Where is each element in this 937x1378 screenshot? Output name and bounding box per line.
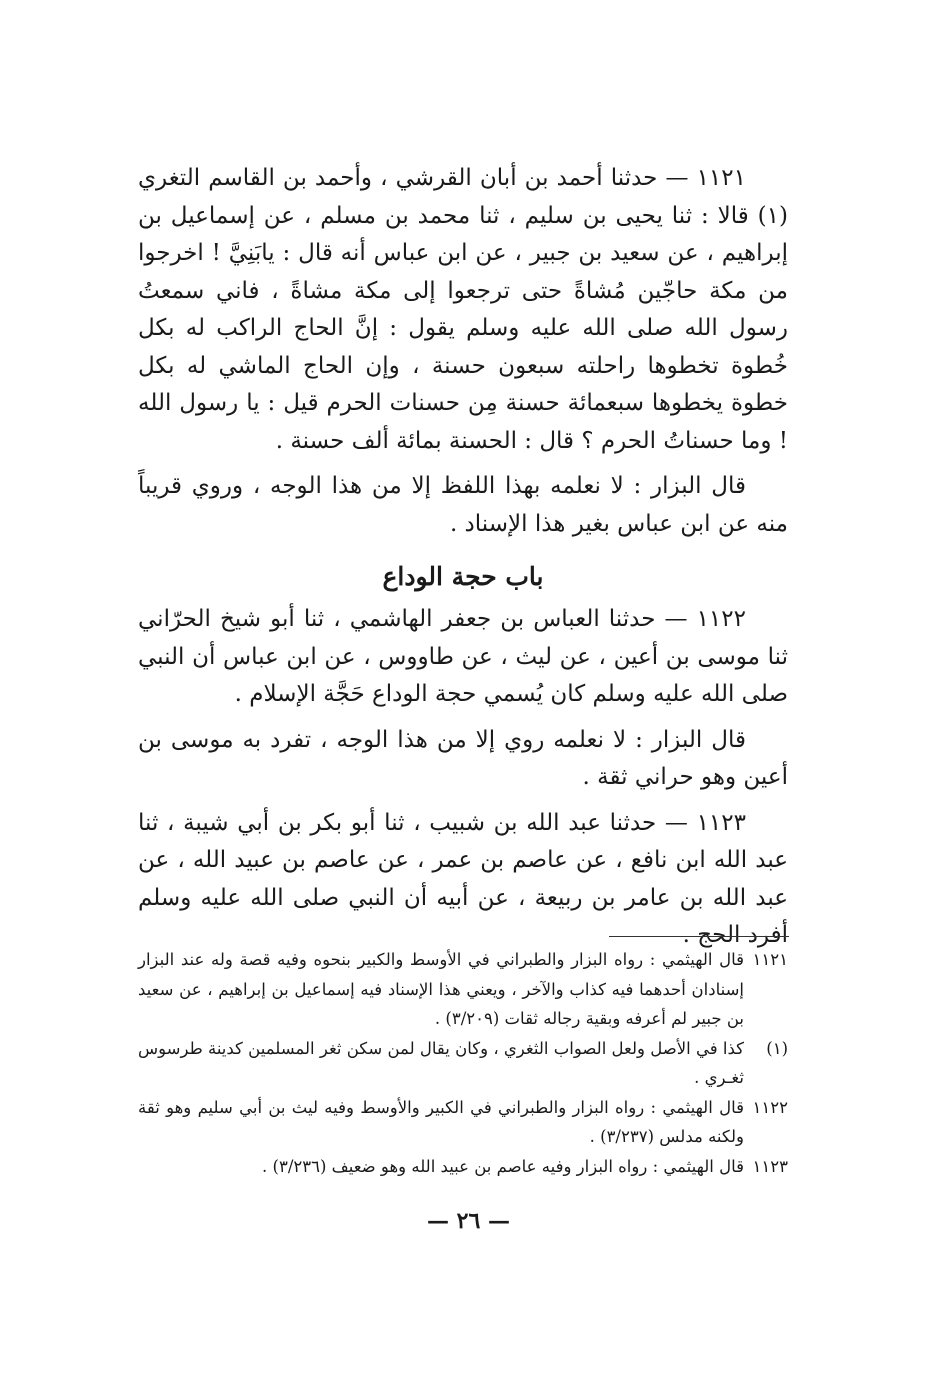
footnote-number: ١١٢٣ — [752, 1156, 788, 1176]
footnote-1123 — [138, 1152, 788, 1182]
footnote-1122 — [138, 1093, 788, 1152]
footnote-1121 — [138, 945, 788, 1034]
main-text — [138, 160, 788, 955]
footnote-divider — [609, 936, 789, 937]
footnote-text: قال الهيثمي : رواه البزار وفيه عاصم بن عبيد الله وهو ضعيف (٣/٢٣٦) . — [262, 1156, 744, 1176]
footnote-number: ١١٢١ — [752, 950, 788, 969]
page-number: — ٢٦ — — [427, 1208, 510, 1234]
footnote-text: قال الهيثمي : رواه البزار والطبراني في الكبير والأوسط وفيه ليث بن أبي سليم وهو ثقة ولكنه مدلس (٣/٢٣٧) . — [138, 1097, 744, 1146]
footnote-text: كذا في الأصل ولعل الصواب الثغري ، وكان يقال لمن سكن ثغر المسلمين كدينة طرسوس ثغـري . — [138, 1038, 744, 1087]
hadith-1123-text: ١١٢٣ — حدثنا عبد الله بن شبيب ، ثنا أبو بكر بن أبي شيبة ، ثنا عبد الله ابن نافع ، عن عاصم بن عمر ، عن عاصم بن عبيد الله ، عن عبد الله بن عامر بن ربيعة ، عن أبيه أن النبي صلى الله عليه وسلم أفرد الحج . — [138, 809, 788, 948]
footnote-text: قال الهيثمي : رواه البزار والطبراني في الأوسط والكبير بنحوه وفيه قصة وله عند البزار إسنادان أحدهما فيه كذاب والآخر ، ويعني هذا الإسناد فيه إسماعيل بن إبراهيم ، عن سعيد بن جبير لم أعرفه وبقية رجاله ثقات (٣/٢٠٩) . — [138, 950, 744, 1028]
hadith-1122-commentary: قال البزار : لا نعلمه روي إلا من هذا الوجه ، تفرد به موسى بن أعين وهو حراني ثقة . — [138, 726, 788, 790]
hadith-1121-commentary: قال البزار : لا نعلمه بهذا اللفظ إلا من هذا الوجه ، وروي قريباً منه عن ابن عباس بغير هذا الإسناد . — [138, 473, 788, 537]
hadith-1122-text: ١١٢٢ — حدثنا العباس بن جعفر الهاشمي ، ثنا أبو شيخ الحرّاني ثنا موسى بن أعين ، عن ليث ، عن طاووس ، عن ابن عباس أن النبي صلى الله عليه وسلم كان يُسمي حجة الوداع حَجَّة الإسلام . — [138, 606, 788, 707]
footnote-note-1 — [138, 1034, 788, 1093]
footnotes — [138, 945, 788, 1181]
hadith-1121-text: ١١٢١ — حدثنا أحمد بن أبان القرشي ، وأحمد بن القاسم التغري (١) قالا : ثنا يحيى بن سليم ، ثنا محمد بن مسلم ، عن إسماعيل بن إبراهيم ، عن سعيد بن جبير ، عن ابن عباس أنه قال : يابَنِيَّ ! اخرجوا من مكة حاجّين مُشاةً حتى ترجعوا إلى مكة مشاةً ، فاني سمعتُ رسول الله صلى الله عليه وسلم يقول : إنَّ الحاج الراكب له بكل خُطوة تخطوها راحلته سبعون حسنة ، وإن الحاج الماشي له بكل خطوة يخطوها سبعمائة حسنة مِن حسنات الحرم قيل : يا رسول الله ! وما حسناتُ الحرم ؟ قال : الحسنة بمائة ألف حسنة . — [138, 165, 788, 454]
footnote-number: (١) — [766, 1038, 788, 1058]
section-title: باب حجة الوداع — [382, 562, 544, 591]
footnote-number: ١١٢٢ — [752, 1097, 788, 1117]
